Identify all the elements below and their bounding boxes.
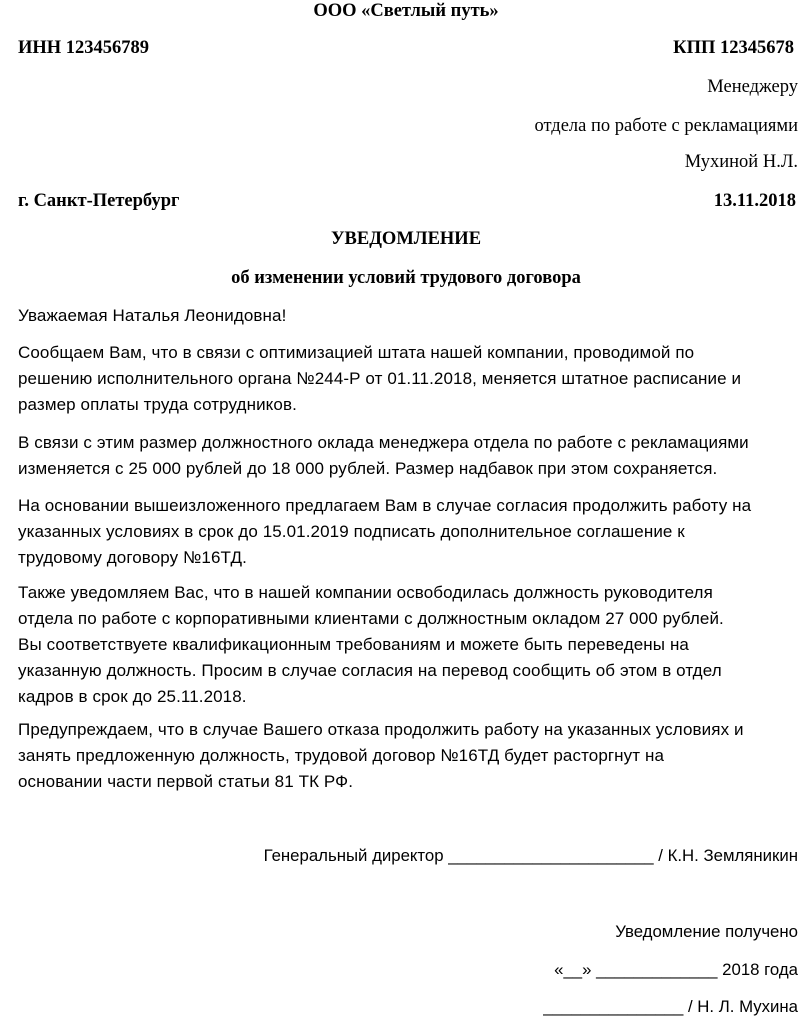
paragraph-salary-change: В связи с этим размер должностного оклада менеджера отдела по работе с рекламациями изменяется с 25 000 рублей до 18 000 рублей. Размер надбавок при этом сохраняется. <box>18 433 749 478</box>
receipt-year: 2018 года <box>722 960 798 979</box>
kpp-number: КПП 12345678 <box>673 38 794 58</box>
receipt-signature-line <box>543 996 798 1018</box>
document-title: УВЕДОМЛЕНИЕ <box>330 229 482 249</box>
director-signature-blank: ______________________ <box>448 846 654 865</box>
paragraph-agreement-offer: На основании вышеизложенного предлагаем Вам в случае согласия продолжить работу на указанных условиях в срок до 15.01.2019 подписать дополнительное соглашение к трудовому договору №16ТД. <box>18 496 752 567</box>
receipt-signature-blank: _______________ <box>543 997 684 1016</box>
paragraph-vacancy: Также уведомляем Вас, что в нашей компании освободилась должность руководителя отдела по работе с корпоративными клиентами с должностным окладом 27 000 рублей. Вы соответствуете квалификационным требованиям и можете быть переведены на указанную должность. Просим в случае согласия на перевод сообщить об этом в отдел кадров в срок до 25.11.2018. <box>18 583 724 706</box>
company-name: ООО «Светлый путь» <box>313 1 499 21</box>
receipt-date-close: » <box>582 960 592 979</box>
receipt-name: / Н. Л. Мухина <box>687 997 798 1016</box>
document-subtitle: об изменении условий трудового договора <box>231 268 581 288</box>
document-date: 13.11.2018 <box>713 191 796 211</box>
addressee-name: Мухиной Н.Л. <box>684 152 798 172</box>
receipt-day-blank: __ <box>563 960 583 979</box>
director-name: / К.Н. Земляникин <box>658 846 798 865</box>
paragraph-staff-optimization: Сообщаем Вам, что в связи с оптимизацией штата нашей компании, проводимой по решению исполнительного органа №244-Р от 01.11.2018, меняется штатное расписание и размер оплаты труда сотрудников. <box>18 343 742 414</box>
director-position: Генеральный директор <box>263 846 444 865</box>
city: г. Санкт-Петербург <box>18 191 180 211</box>
addressee-position: Менеджеру <box>707 77 798 97</box>
receipt-date-open: « <box>554 960 564 979</box>
receipt-date-line <box>554 959 798 981</box>
addressee-department: отдела по работе с рекламациями <box>534 116 798 136</box>
receipt-label: Уведомление получено <box>615 922 798 941</box>
inn-number: ИНН 123456789 <box>18 38 150 58</box>
paragraph-warning: Предупреждаем, что в случае Вашего отказа продолжить работу на указанных условиях и занять предложенную должность, трудовой договор №16ТД будет расторгнут на основании части первой статьи 81 ТК РФ. <box>18 720 744 791</box>
greeting: Уважаемая Наталья Леонидовна! <box>18 306 287 325</box>
director-signature-line <box>264 845 798 867</box>
receipt-month-blank: _____________ <box>596 960 718 979</box>
